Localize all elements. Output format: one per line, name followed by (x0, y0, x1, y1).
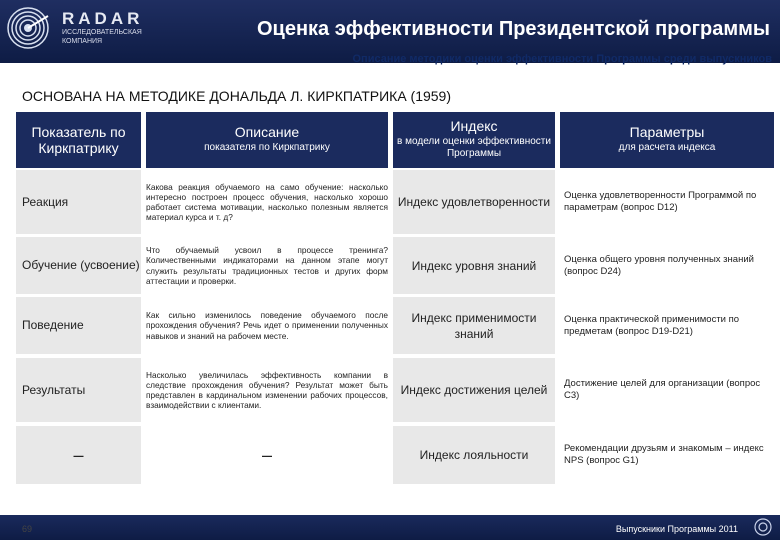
section-heading: ОСНОВАНА НА МЕТОДИКЕ ДОНАЛЬДА Л. КИРКПАТРИКА (1959) (22, 88, 452, 104)
column-header-title: Описание (234, 124, 300, 140)
column-header-indicator (16, 112, 141, 168)
row-description: Насколько увеличилась эффективность компании в следствие прохождения обучения? Результат может быть представлен в кардинальном изменении рабочих процессов, взаимодействии с клиентами. (146, 369, 388, 411)
row-index: Индекс достижения целей (393, 358, 555, 422)
row-indicator: Результаты (16, 358, 141, 422)
row-description-dash: – (261, 444, 272, 465)
row-indicator (16, 426, 141, 484)
row-description (146, 426, 388, 484)
row-index: Индекс лояльности (393, 426, 555, 484)
column-header-title: Параметры (629, 124, 705, 140)
column-header-description (146, 112, 388, 168)
row-params: Достижение целей для организации (вопрос C3) (564, 378, 761, 401)
page-subtitle: Описание методики оценки эффективности Программы среди выпускников (352, 53, 772, 65)
footer-caption: Выпускники Программы 2011 (615, 524, 738, 534)
row-index: Индекс удовлетворенности (393, 170, 555, 234)
corner-logo-icon (748, 517, 778, 537)
column-header-subtitle: для расчета индекса (618, 142, 716, 153)
column-header-subtitle: в модели оценки эффективности Программы (397, 136, 551, 159)
column-header-title: Индекс (450, 118, 498, 134)
column-header-subtitle: показателя по Киркпатрику (204, 142, 330, 153)
column-header-params (560, 112, 774, 168)
row-indicator-dash: – (73, 444, 84, 465)
row-description: Какова реакция обучаемого на само обучение: насколько интересно построен процесс обучения, насколько хорошо работает система мотивации, насколько полезным является материал курса и т. д? (146, 181, 388, 223)
column-header-title: Показатель по Киркпатрику (31, 124, 126, 156)
row-description: Как сильно изменилось поведение обучаемого после прохождения обучения? Речь идет о применении полученных навыков и знаний на рабочем месте. (146, 310, 388, 341)
column-header-index (393, 112, 555, 168)
row-indicator: Поведение (16, 297, 141, 354)
row-params: Оценка практической применимости по предметам (вопрос D19-D21) (564, 313, 740, 337)
row-params: Оценка удовлетворенности Программой по параметрам (вопрос D12) (564, 190, 757, 213)
row-params: Рекомендации друзьям и знакомым – индекс NPS (вопрос G1) (564, 443, 764, 466)
row-index: Индекс применимости знаний (393, 297, 555, 354)
page-number: 69 (22, 524, 33, 534)
row-indicator: Реакция (16, 170, 141, 234)
row-index: Индекс уровня знаний (393, 237, 555, 294)
row-indicator: Обучение (усвоение) (16, 237, 141, 294)
brand-subtitle: ИССЛЕДОВАТЕЛЬСКАЯ КОМПАНИЯ (62, 29, 142, 45)
row-description: Что обучаемый усвоил в процессе тренинга? Количественными индикаторами на данном этапе могут служить результаты традиционных тестов и других форм аттестации и проверки. (146, 245, 388, 286)
page-title: Оценка эффективности Президентской программы (256, 18, 770, 40)
brand-name: RADAR (62, 9, 144, 28)
radar-logo-icon (6, 6, 50, 50)
row-params: Оценка общего уровня полученных знаний (вопрос D24) (564, 253, 754, 277)
